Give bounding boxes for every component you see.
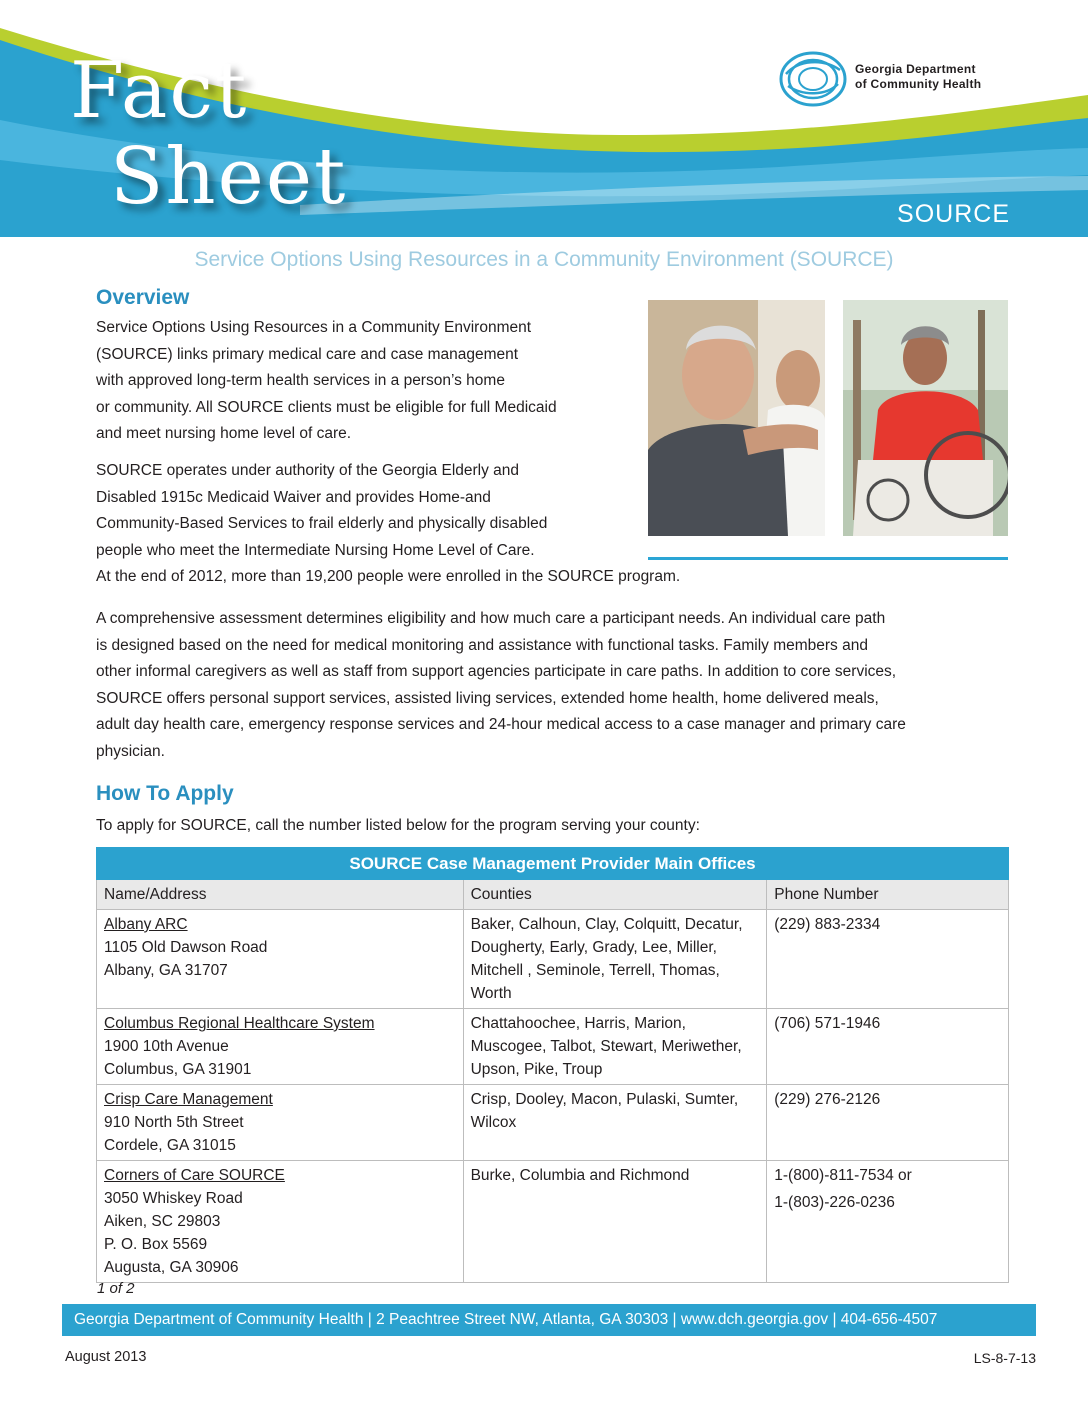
address-line: Albany, GA 31707 [104,962,228,979]
table-row [97,1161,1009,1283]
provider-name-link[interactable]: Crisp Care Management [104,1091,273,1108]
column-header-counties: Counties [463,880,767,910]
photo-divider [648,557,1008,560]
address-line: P. O. Box 5569 [104,1236,208,1253]
counties-line: Baker, Calhoun, Clay, Colquitt, Decatur, [470,916,743,933]
counties-line: Wilcox [470,1114,517,1131]
publication-date: August 2013 [65,1349,147,1365]
counties-line: Worth [470,985,512,1002]
phone-number: (229) 883-2334 [774,916,881,933]
overview-paragraph-1 [96,315,557,448]
provider-cell [97,1009,464,1085]
text-line: physician. [96,742,165,760]
phone-cell [767,1161,1009,1283]
address-line: Columbus, GA 31901 [104,1061,252,1078]
text-line: Disabled 1915c Medicaid Waiver and provides Home-and [96,488,491,506]
how-to-apply-heading: How To Apply [96,782,234,805]
provider-cell [97,910,464,1009]
fact-title: Fact [70,46,249,136]
text-line: people who meet the Intermediate Nursing Home Level of Care. [96,541,535,559]
footer-contact-bar: Georgia Department of Community Health | 2 Peachtree Street NW, Atlanta, GA 30303 | www.dch.georgia.gov | 404-656-4507 [62,1304,1036,1336]
phone-number: 1-(803)-226-0236 [774,1194,895,1211]
counties-line: Crisp, Dooley, Macon, Pulaski, Sumter, [470,1091,739,1108]
page-number: 1 of 2 [97,1280,135,1297]
text-line: is designed based on the need for medical monitoring and assistance with functional tasks. Family members and [96,636,868,654]
overview-heading: Overview [96,286,190,309]
table-row [97,1085,1009,1161]
address-line: 910 North 5th Street [104,1114,244,1131]
text-line: other informal caregivers as well as staff from support agencies participate in care paths. In addition to core services, [96,663,897,680]
provider-name-link[interactable]: Columbus Regional Healthcare System [104,1015,375,1032]
address-line: Aiken, SC 29803 [104,1213,221,1230]
text-line: Community-Based Services to frail elderly and physically disabled [96,515,548,532]
counties-line: Muscogee, Talbot, Stewart, Meriwether, [470,1038,742,1055]
document-code: LS-8-7-13 [973,1350,1036,1366]
phone-cell [767,1085,1009,1161]
address-line: Augusta, GA 30906 [104,1259,239,1276]
counties-cell [463,1161,767,1283]
text-line: Service Options Using Resources in a Community Environment [96,319,532,336]
phone-cell [767,1009,1009,1085]
column-header-phone: Phone Number [767,880,1009,910]
counties-cell [463,1009,767,1085]
phone-number: (229) 276-2126 [774,1091,881,1108]
counties-line: Upson, Pike, Troup [470,1061,603,1078]
text-line: or community. All SOURCE clients must be eligible for full Medicaid [96,398,557,416]
how-to-apply-intro: To apply for SOURCE, call the number listed below for the program serving your county: [96,817,700,834]
provider-cell [97,1085,464,1161]
phone-number: (706) 571-1946 [774,1015,881,1032]
text-line: with approved long-term health services in a person’s home [96,372,505,389]
provider-cell [97,1161,464,1283]
table-title: SOURCE Case Management Provider Main Offices [97,848,1009,880]
text-line: adult day health care, emergency response services and 24-hour medical access to a case manager and primary care [96,716,906,733]
org-name [855,62,981,92]
counties-cell [463,1085,767,1161]
counties-line: Burke, Columbia and Richmond [470,1167,690,1184]
org-name-line2: of Community Health [855,77,982,91]
text-line: At the end of 2012, more than 19,200 people were enrolled in the SOURCE program. [96,568,681,585]
phone-number: 1-(800)-811-7534 or [774,1167,912,1184]
text-line: A comprehensive assessment determines eligibility and how much care a participant needs. An individual care path [96,610,886,627]
counties-line: Dougherty, Early, Grady, Lee, Miller, [470,939,717,956]
address-line: 3050 Whiskey Road [104,1190,243,1207]
program-label: SOURCE [897,200,1010,228]
column-header-name-address: Name/Address [97,880,464,910]
address-line: 1900 10th Avenue [104,1038,229,1055]
program-full-title: Service Options Using Resources in a Community Environment (SOURCE) [194,248,894,271]
address-line: Cordele, GA 31015 [104,1137,236,1154]
table-row [97,910,1009,1009]
overview-paragraph-3 [96,606,906,765]
counties-cell [463,910,767,1009]
text-line: SOURCE offers personal support services, assisted living services, extended home health, home delivered meals, [96,689,879,707]
counties-line: Mitchell , Seminole, Terrell, Thomas, [470,962,720,979]
photo-woman-in-wheelchair [843,300,1008,536]
text-line: and meet nursing home level of care. [96,425,352,442]
table-row [97,1009,1009,1085]
provider-name-link[interactable]: Corners of Care SOURCE [104,1167,285,1184]
address-line: 1105 Old Dawson Road [104,939,268,956]
dch-logo-icon [778,50,848,113]
provider-name-link[interactable]: Albany ARC [104,916,188,933]
sheet-title: Sheet [110,132,348,222]
provider-table [96,847,1009,1283]
overview-paragraph-2 [96,458,680,591]
text-line: SOURCE operates under authority of the Georgia Elderly and [96,462,520,479]
org-name-line1: Georgia Department [855,62,976,76]
counties-line: Chattahoochee, Harris, Marion, [470,1015,686,1032]
photo-caregiver-with-elderly-man [648,300,825,536]
text-line: (SOURCE) links primary medical care and case management [96,345,519,363]
phone-cell [767,910,1009,1009]
